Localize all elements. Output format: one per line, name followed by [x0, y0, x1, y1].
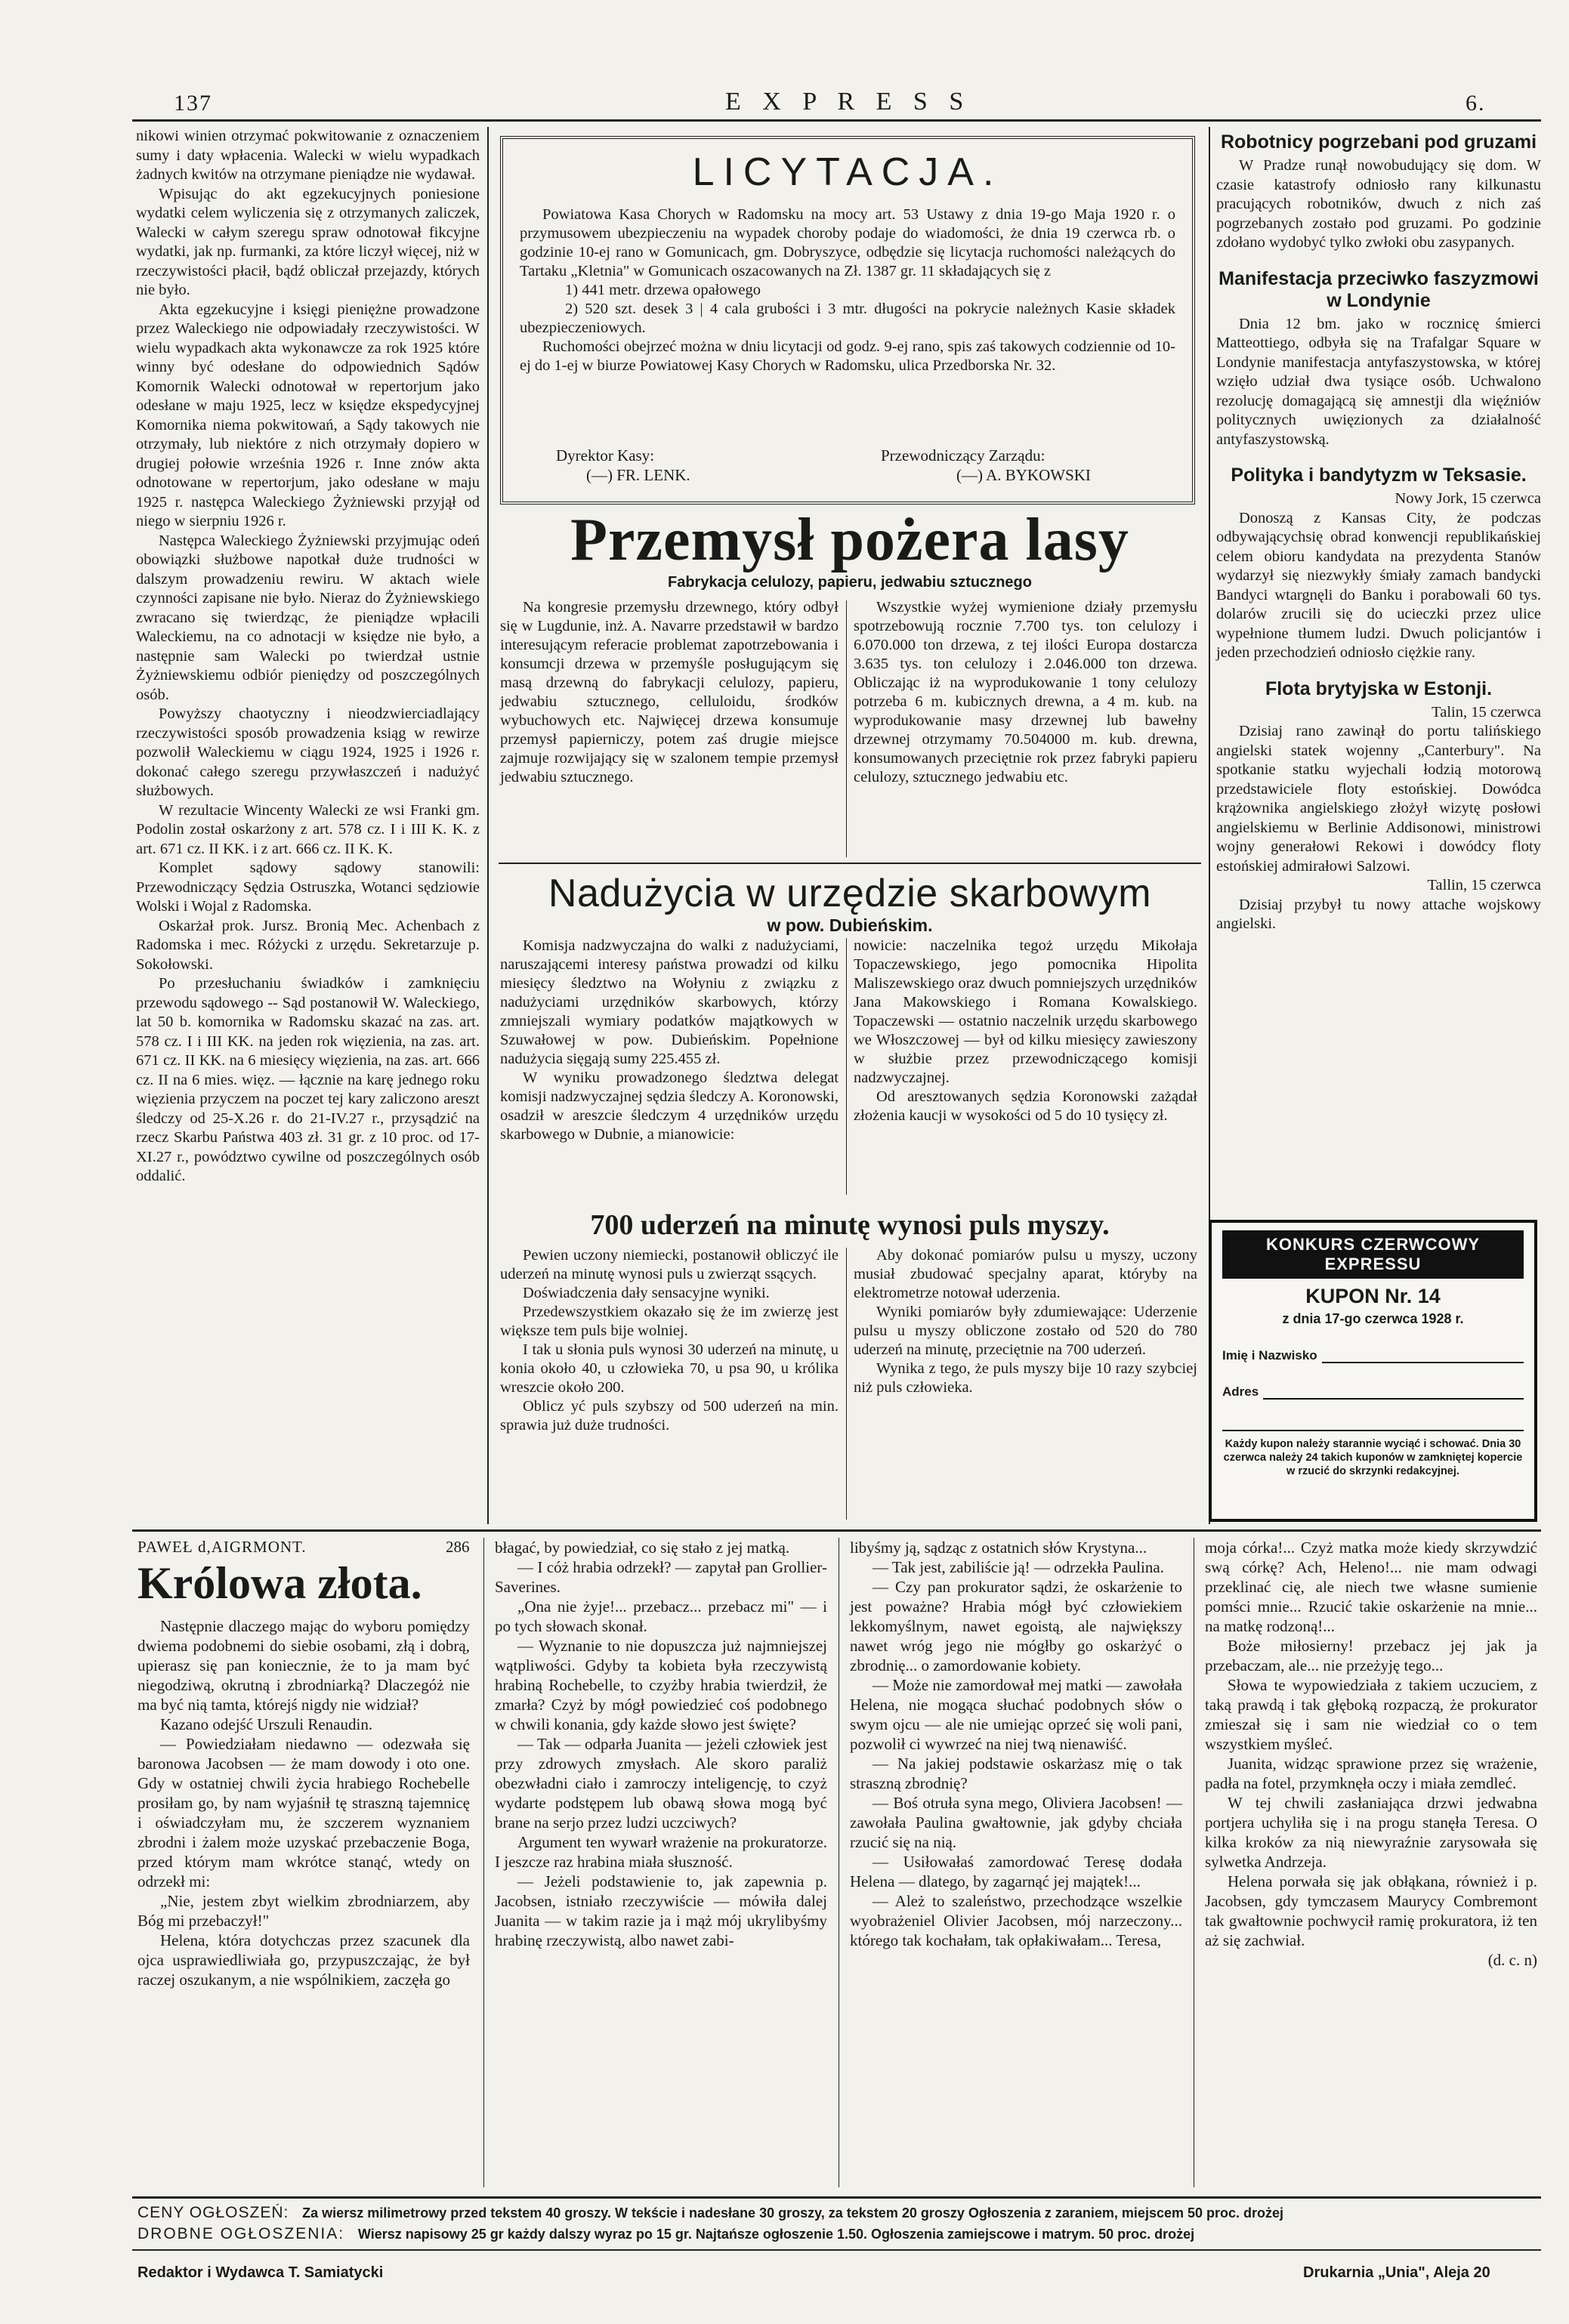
serial-number: 286: [446, 1538, 470, 1556]
serial-paragraph: „Ona nie żyje!... przebacz... przebacz mi" — i po tych słowach skonał.: [495, 1597, 827, 1635]
serial-paragraph: moja córka!... Czyż matka może kiedy skrzywdzić swą córkę? Ach, Heleno!... nie mam odwagi przeklinać cię, ale niech twe własne sumienie pomści mnie... Rzucić takie oskarżenie na mnie... na matkę rodzoną!...: [1205, 1539, 1537, 1635]
naduzycia-text: Od aresztowanych sędzia Koronowski zażądał złożenia kaucji w wysokości od 5 do 10 tysięcy zł.: [854, 1088, 1197, 1124]
trial-paragraph: nikowi winien otrzymać pokwitowanie z oznaczeniem sumy i daty wpłacenia. Walecki w wielu wypadkach żadnych kwitów na otrzymane pieniądze nie wydawał.: [136, 128, 480, 183]
flota-text: Dzisiaj rano zawinął do portu talińskiego angielski statek wojenny „Canterbury". Na spotkanie statku wyjechali łodzią motorową przedstawiciele floty estońskiej. Dowódca krążownika angielskiego złożył wizytę posłowi angielskiemu w Berlinie Addisonowi, ministrowi wojny generałowi Rekowi i dowódcy floty estońskiej admirałowi Salzowi.: [1216, 723, 1541, 875]
small-ads-text: Wiersz napisowy 25 gr każdy dalszy wyraz po 15 gr. Najtańsze ogłoszenie 1.50. Ogłoszenia zamiejscowe i matrym. 50 proc. drożej: [357, 2227, 1195, 2242]
trial-paragraph: Wpisując do akt egzekucyjnych poniesione wydatki celem wyliczenia się z otrzymanych zaliczek, Walecki w całym szeregu spraw odnotował fikcyjne wydatki, jak np. furmanki, za które liczył więcej, niż w rzeczywistości płacił, bądź obliczał przejazdy, których nie było.: [136, 185, 480, 298]
page-number-left: 137: [174, 91, 212, 116]
serial-paragraph: — I cóż hrabia odrzekł? — zapytał pan Grollier-Saverines.: [495, 1558, 827, 1596]
przemysl-subtitle: Fabrykacja celulozy, papieru, jedwabiu sztucznego: [668, 574, 1032, 591]
puls-left-column: [500, 1246, 839, 1526]
sig-name: (—) FR. LENK.: [586, 466, 690, 484]
footer-top-rule: [132, 2196, 1541, 2199]
serial-paragraph: „Nie, jestem zbyt wielkim zbrodniarzem, aby Bóg mi przebaczył!": [137, 1892, 470, 1930]
serial-paragraph: błagać, by powiedział, co się stało z jej matką.: [495, 1539, 790, 1557]
trial-paragraph: Oskarżał prok. Jursz. Bronią Mec. Achenbach z Radomska i mec. Różycki z urzędu. Sekretarzuje p. Sokołowski.: [136, 917, 480, 973]
serial-author: PAWEŁ d,AIGRMONT.: [137, 1538, 307, 1556]
licytacja-sig-left: [556, 446, 690, 485]
trial-paragraph: Powyższy chaotyczny i nieodzwierciadlający rzeczywistości sposób prowadzenia ksiąg w rewirze pozwolił Waleckiemu w ciągu 1924, 1925 i 1926 r. dokonać całego szeregu przywłaszczeń i nadużyć służbowych.: [136, 705, 480, 799]
sig-name: (—) A. BYKOWSKI: [956, 466, 1091, 484]
serial-paragraph: — Może nie zamordował mej matki — zawołała Helena, nie mogąca słuchać podobnych słów o swym ojcu — ale nie umiejąc oprzeć się woli pani, pozwolił ci wywrzeć na niej twą nienawiść.: [850, 1676, 1182, 1753]
serial-paragraph: Następnie dlaczego mając do wyboru pomiędzy dwiema podobnemi do siebie osobami, złą i dobrą, upierasz się pan koniecznie, że to ja mam być niegodziwą, okrutną i zbrodniarką? Dlaczegóż nie ma być nią tamta, którejś nigdy nie widział?: [137, 1617, 470, 1714]
naduzycia-left-column: [500, 937, 839, 1197]
masthead: E X P R E S S: [725, 88, 971, 116]
serial-paragraph: — Na jakiej podstawie oskarżasz mię o tak straszną zbrodnię?: [850, 1755, 1182, 1792]
coupon-name-field[interactable]: [1222, 1348, 1524, 1363]
small-ads-row: [137, 2225, 1535, 2243]
serial-paragraph: — Usiłowałaś zamordować Teresę dodała Helena — dlatego, by zagarnąć jej majątek!...: [850, 1853, 1182, 1890]
contest-coupon[interactable]: [1209, 1220, 1537, 1522]
puls-text: I tak u słonia puls wynosi 30 uderzeń na minutę, u konia około 40, u człowieka 70, u psa 90, u królika wreszcie około 200.: [500, 1341, 839, 1396]
serial-paragraph: Helena porwała się jak obłąkana, również i p. Jacobsen, gdy tymczasem Maurycy Combremont tak gwałtownie pochwycił ramię prokuratora, iż ten aż się zachwiał.: [1205, 1872, 1537, 1949]
robotnicy-text: W Pradze runął nowobudujący się dom. W czasie katastrofy odniosło rany kilkunastu pracujących robotników, dwuch z nich zaś pogrzebanych zostało pod gruzami. Po godzinie zdołano wydobyć tylko zwłoki obu zasypanych.: [1216, 157, 1541, 251]
sig-role: Przewodniczący Zarządu:: [881, 446, 1045, 464]
column-divider: [846, 600, 847, 857]
serial-paragraph: — Tak — odparła Juanita — jeżeli człowiek jest przy zdrowych zmysłach. Ale skoro paraliż obezwładni ciało i zamroczy inteligencję, to czyż wydarte podstępem lub obawą słowa mogą być brane na serjo przez ludzi uczciwych?: [495, 1735, 827, 1832]
serial-paragraph: Juanita, widząc sprawione przez się wrażenie, padła na fotel, przymknęła oczy i miała zemdleć.: [1205, 1755, 1537, 1792]
right-news-column: [1216, 127, 1541, 1207]
section-rule: [499, 863, 1201, 864]
naduzycia-headline: Nadużycia w urzędzie skarbowym: [548, 872, 1152, 915]
trial-paragraph: Akta egzekucyjne i księgi pieniężne prowadzone przez Waleckiego nie odpowiadały rzeczywistości. W wielu wypadkach akta wykonawcze za rok 1925 które winny być odesłane do odpowiednich Sądów Komornik Walecki odnotował w repertorjum jako odesłane w maju 1925, lecz w księdze ekspedycyjnej Komornika niema pokwitowań, a Sądy takowych nie otrzymały, lub niektóre z nich otrzymały dopiero w drugiej połowie września 1926 r. Inne znów akta odnotowane w repertorjum, jako odesłane w maju 1925 r. następca Waleckiego Żyżniewski przyjął od niego w sierpniu 1926 r.: [136, 301, 480, 529]
ad-prices-text: Za wiersz milimetrowy przed tekstem 40 groszy. W tekście i nadesłane 30 groszy, za tekstem 20 groszy Ogłoszenia z zaraniem, miejscem 50 proc. drożej: [302, 2205, 1284, 2221]
serial-paragraph: libyśmy ją, sądząc z ostatnich słów Krystyna...: [850, 1539, 1147, 1557]
puls-text: Oblicz yć puls szybszy od 500 uderzeń na min. sprawia już duże trudności.: [500, 1398, 839, 1434]
coupon-date: z dnia 17-go czerwca 1928 r.: [1282, 1311, 1464, 1326]
coupon-note: Każdy kupon należy starannie wyciąć i schować. Dnia 30 czerwca należy 24 takich kuponów w zamkniętej kopercie w rzucić do skrzynki redakcyjnej.: [1222, 1430, 1524, 1478]
serial-column-2: [495, 1538, 827, 2187]
flota-dateline: Talin, 15 czerwca: [1432, 703, 1541, 721]
licytacja-text: Powiatowa Kasa Chorych w Radomsku na mocy art. 53 Ustawy z dnia 19-go Maja 1920 r. o przymusowem ubezpieczeniu na wypadek choroby podaje do wiadomości, że dnia 19 czerwca rb. o godzinie 10-ej rano w Gomunicach, gm. Dobryszyce, odbędzie się licytacja ruchomości należących do Tartaku „Kletnia" w Gomunicach oszacowanych na Zł. 1387 gr. 11 składających się z: [520, 206, 1175, 279]
flota-dateline: Tallin, 15 czerwca: [1427, 877, 1541, 893]
serial-paragraph: W tej chwili zasłaniająca drzwi jedwabna portjera uchyliła się i na progu stanęła Teresa. O kilka kroków za nią niewyraźnie zarysowała się sylwetka Andrzeja.: [1205, 1794, 1537, 1871]
licytacja-item: 1) 441 metr. drzewa opałowego: [565, 282, 761, 298]
serial-paragraph: — Ależ to szaleństwo, przechodzące wszelkie wyobrażeniel Olivier Jacobsen, mój narzeczony... którego tak kochałam, tak opłakiwałam... Teresa,: [850, 1892, 1182, 1949]
printer-credit: Drukarnia „Unia", Aleja 20: [1303, 2264, 1490, 2281]
trial-paragraph: Po przesłuchaniu świadków i zamknięciu przewodu sądowego -- Sąd postanowił W. Waleckiego, lat 50 b. komornika w Radomsku skazać na zas. art. 578 cz. I i III KK. na jeden rok więzienia, na zas. art. 671 cz. II KK. na 6 miesięcy więzienia, na zas. art. 666 cz. II na 6 mies. więz. — łącznie na karę jednego roku więzienia przyczem na poczet tej kary zaliczono areszt śledczy od 25-X.26 r. do 21-IV.27 r., przysądzić na rzecz Skarbu Państwa 403 zł. 31 gr. z 10 proc. od 17-XI.27 r., powództwo cywilne od poszczególnych osób oddalić.: [136, 975, 480, 1184]
header-rule: [132, 119, 1541, 122]
coupon-address-field[interactable]: [1222, 1384, 1524, 1400]
coupon-name-label: Imię i Nazwisko: [1222, 1348, 1317, 1363]
robotnicy-title: Robotnicy pogrzebani pod gruzami: [1220, 131, 1537, 153]
naduzycia-text: nowicie: naczelnika tegoż urzędu Mikołaja Topaczewskiego, jego pomocnika Hipolita Maliszewskiego oraz dwuch pomniejszych urzędników Jana Makowskiego i Romana Kowalskiego. Topaczewski — ostatnio naczelnik urzędu skarbowego we Włoszczowej — był od kilku miesięcy zawieszony w służbie przez przewodniczącego komisji nadzwyczajnej.: [854, 937, 1197, 1086]
serial-paragraph: — Jeżeli podstawienie to, jak zapewnia p. Jacobsen, istniało rzeczywiście — mówiła dalej Juanita — w takim razie ja i mąż mój ukrylibyśmy hrabinę rzeczywistą, albo nawet zabi-: [495, 1872, 827, 1949]
serial-paragraph: Kazano odejść Urszuli Renaudin.: [160, 1715, 373, 1733]
serial-top-rule: [132, 1529, 1541, 1532]
column-divider: [846, 1248, 847, 1520]
coupon-number: KUPON Nr. 14: [1305, 1285, 1441, 1307]
polityka-dateline: Nowy Jork, 15 czerwca: [1394, 490, 1541, 507]
licytacja-sig-right: [881, 446, 1091, 485]
column-divider: [487, 127, 489, 1524]
trial-paragraph: Komplet sądowy sądowy stanowili: Przewodniczący Sędzia Ostruszka, Wotanci sędziowie Wolski i Wojal z Radomska.: [136, 860, 480, 915]
serial-paragraph: Słowa te wypowiedziała z takiem uczuciem, z taką prawdą i tak głęboką rozpaczą, że prokurator zmieszał się i sam nie wiedział co o tem wszystkiem myśleć.: [1205, 1676, 1537, 1753]
puls-text: Przedewszystkiem okazało się że im zwierzę jest większe tem puls bije wolniej.: [500, 1304, 839, 1339]
serial-paragraph: — Tak jest, zabiliście ją! — odrzekła Paulina.: [873, 1558, 1164, 1576]
coupon-name-line[interactable]: [1322, 1348, 1524, 1363]
flota-text: Dzisiaj przybył tu nowy attache wojskowy angielski.: [1216, 896, 1541, 932]
serial-paragraph: — Czy pan prokurator sądzi, że oskarżenie to jest poważne? Hrabia mógł być człowiekiem lekkomyślnym, nawet egoistą, ale największy nawet wróg jego nie mógłby go oskarżyć o zbrodnię... o zamordowanie kobiety.: [850, 1578, 1182, 1674]
trial-paragraph: W rezultacie Wincenty Walecki ze wsi Franki gm. Podolin został oskarżony z art. 578 cz. I i III K. K. z art. 671 cz. II KK. i z art. 666 cz. II K. K.: [136, 801, 480, 857]
serial-title: Królowa złota.: [137, 1558, 422, 1608]
serial-paragraph: — Boś otruła syna mego, Oliviera Jacobsen! — zawołała Paulina gwałtownie, jak gdyby chciała rzucić się na nią.: [850, 1794, 1182, 1851]
przemysl-left-column: [500, 598, 839, 855]
naduzycia-text: W wyniku prowadzonego śledztwa delegat komisji nadzwyczajnej sędzia śledczy A. Koronowski, osadził w areszcie śledczym 4 urzędników urzędu skarbowego w Dubnie, a mianowicie:: [500, 1069, 839, 1143]
coupon-address-line[interactable]: [1263, 1384, 1524, 1400]
puls-headline: 700 uderzeń na minutę wynosi puls myszy.: [590, 1209, 1110, 1241]
puls-text: Wyniki pomiarów były zdumiewające: Uderzenie pulsu u myszy obliczone zostało od 520 do 780 uderzeń na minutę, przeciętnie na 700 uderzeń.: [854, 1304, 1197, 1358]
serial-continuation: (d. c. n): [1487, 1951, 1537, 1969]
serial-column-1: [137, 1616, 470, 2190]
polityka-title: Polityka i bandytyzm w Teksasie.: [1231, 464, 1527, 486]
puls-text: Aby dokonać pomiarów pulsu u myszy, uczony musiał zbudować specjalny aparat, któryby na elektrometrze notował uderzenia.: [854, 1247, 1197, 1301]
serial-column-4: [1205, 1538, 1537, 2187]
przemysl-text: Na kongresie przemysłu drzewnego, który odbył się w Lugdunie, inż. A. Navarre przedstawił w bardzo interesującym referacie problemat zapotrzebowania i konsumcji drzewa w przemyśle posługującym się masą drzewną do fabrykacji celulozy, papieru, jedwabiu sztucznego, celluloidu, środków wybuchowych etc. Najwięcej drzewa konsumuje przemysł papierniczy, potem zaś drugie miejsce zajmuje rozwijający się w szalonem tempie przemysł jedwabiu sztucznego.: [500, 599, 839, 785]
page-number-right: 6.: [1466, 91, 1486, 116]
column-divider: [846, 938, 847, 1195]
przemysl-headline: Przemysł pożera lasy: [570, 507, 1129, 573]
puls-text: Wynika z tego, że puls myszy bije 10 razy szybciej niż puls człowieka.: [854, 1360, 1197, 1396]
licytacja-title: LICYTACJA.: [692, 150, 1003, 194]
licytacja-text: Ruchomości obejrzeć można w dniu licytacji od godz. 9-ej rano, spis zaś takowych codziennie od 10-ej do 1-ej w biurze Powiatowej Kasy Chorych w Radomsku, ulica Przedborska Nr. 32.: [520, 338, 1175, 374]
licytacja-notice: [500, 136, 1195, 505]
column-divider: [483, 1538, 484, 2187]
small-ads-label: DROBNE OGŁOSZENIA:: [137, 2225, 345, 2242]
puls-text: Doświadczenia dały sensacyjne wyniki.: [523, 1285, 770, 1301]
serial-paragraph: Helena, która dotychczas przez szacunek dla ojca usprawiedliwiała go, przypuszczając, że był raczej oszukanym, a nie wspólnikiem, zaczęła go: [137, 1931, 470, 1989]
naduzycia-right-column: [854, 937, 1197, 1197]
serial-column-3: [850, 1538, 1182, 2187]
licytacja-body: [520, 205, 1175, 375]
manifestacja-text: Dnia 12 bm. jako w rocznicę śmierci Matteottiego, odbyła się na Trafalgar Square w Londynie manifestacja antyfaszystowska, w której wzięło udział dwa tysiące osób. Uchwalono rezolucję domagającą się amnestji dla więźniów politycznych uwięzionych za działalność antyfaszystowską.: [1216, 315, 1541, 448]
licytacja-item: 2) 520 szt. desek 3 | 4 cala grubości i 3 mtr. długości na pokrycie należnych Kasie składek ubezpieczeniowych.: [520, 301, 1175, 336]
puls-right-column: [854, 1246, 1197, 1526]
serial-paragraph: Argument ten wywarł wrażenie na prokuratorze. I jeszcze raz hrabina miała słuszność.: [495, 1833, 827, 1871]
trial-paragraph: Następca Waleckiego Żyżniewski przyjmując odeń obowiązki służbowe napotkał duże trudności w dalszym prowadzeniu rewiru. W aktach wiele czynności zapisane nie było. Nieraz do Żyżniewskiego zwracano się twierdząc, że pieniądze wpłacili Waleckiemu, na co adnotacji w księdze nie było, a następnie sam Walecki po twierdzał ustnie Żyżniewskiemu odbiór pieniędzy od poszczególnych osób.: [136, 532, 480, 703]
puls-text: Pewien uczony niemiecki, postanowił obliczyć ile uderzeń na minutę wynosi puls u zwierząt ssących.: [500, 1247, 839, 1282]
manifestacja-title: Manifestacja przeciwko faszyzmowi w Londynie: [1218, 267, 1539, 311]
naduzycia-subtitle: w pow. Dubieńskim.: [767, 915, 933, 935]
przemysl-text: Wszystkie wyżej wymienione działy przemysłu spotrzebowują rocznie 7.700 tys. ton celulozy i 6.070.000 ton drzewa, z tej ilości Europa dostarcza 3.635 tys. ton celulozy i 2.046.000 ton drzewa. Obliczając iż na wyprodukowanie 1 tony celulozy potrzeba 6 m. kubicznych drewna, a 4 m. kub. na wyprodukowanie masy drzewnej lub bawełny drzewnej otrzymamy 70.504000 m. kub. drewna, konsumowanych przeciętnie rok przez fabryki papieru celulozy, sztucznego jedwabiu etc.: [854, 599, 1197, 785]
przemysl-right-column: [854, 598, 1197, 855]
ad-prices-label: CENY OGŁOSZEŃ:: [137, 2204, 289, 2221]
serial-paragraph: — Powiedziałam niedawno — odezwała się baronowa Jacobsen — że mam dowody i oto one. Gdy w ostatniej chwili życia hrabiego Rochebelle prosiłam go, by nam wyjaśnił tę straszną tajemnicę i oświadczyłam mu, że szczerem wyznaniem zbrodni i żalem może uzyskać przebaczenie Boga, przed którym mam wkrótce stanąć, wtedy on odrzekł mi:: [137, 1735, 470, 1890]
footer-bottom-rule: [132, 2249, 1541, 2251]
editor-credit: Redaktor i Wydawca T. Samiatycki: [137, 2264, 384, 2281]
serial-paragraph: Boże miłosierny! przebacz jej jak ja przebaczam, ale... nie przeżyję tego...: [1205, 1637, 1537, 1674]
ad-prices-row: [137, 2204, 1535, 2222]
sig-role: Dyrektor Kasy:: [556, 446, 655, 464]
polityka-text: Donoszą z Kansas City, że podczas odbywającychsię obrad konwencji republikańskiej celem obioru kandydata na prezydenta Stanów wydarzył się niezwykły śmiały zamach bandycki Bandyci wtargnęli do Banku i porabowali 60 tys. dolarów zrucili się do ucieczki przez ulice wypełnione tłumem ludzi. Dwuch policjantów i jeden przechodzień odniosło ciężkie rany.: [1216, 509, 1541, 661]
coupon-address-label: Adres: [1222, 1384, 1259, 1399]
flota-title: Flota brytyjska w Estonji.: [1265, 677, 1493, 699]
coupon-title: KONKURS CZERWCOWY EXPRESSU: [1222, 1230, 1524, 1279]
trial-report-column: [136, 127, 480, 1517]
serial-paragraph: — Wyznanie to nie dopuszcza już najmniejszej wątpliwości. Gdyby ta kobieta była rzeczywistą hrabiną Rochebelle, to czyżby hrabia twierdził, że zmarła? Czyż by mógł powiedzieć coś podobnego w chwili konania, gdy każde słowo jest święte?: [495, 1637, 827, 1733]
naduzycia-text: Komisja nadzwyczajna do walki z nadużyciami, naruszającemi interesy państwa prowadzi od kilku miesięcy śledztwo na Wołyniu z związku z nadużyciami urzędników skarbowych, którzy zmniejszali wymiary podatków majątkowych w Szuwałowej w pow. Dubieńskim. Popełnione nadużycia sięgają sumy 225.455 zł.: [500, 937, 839, 1067]
